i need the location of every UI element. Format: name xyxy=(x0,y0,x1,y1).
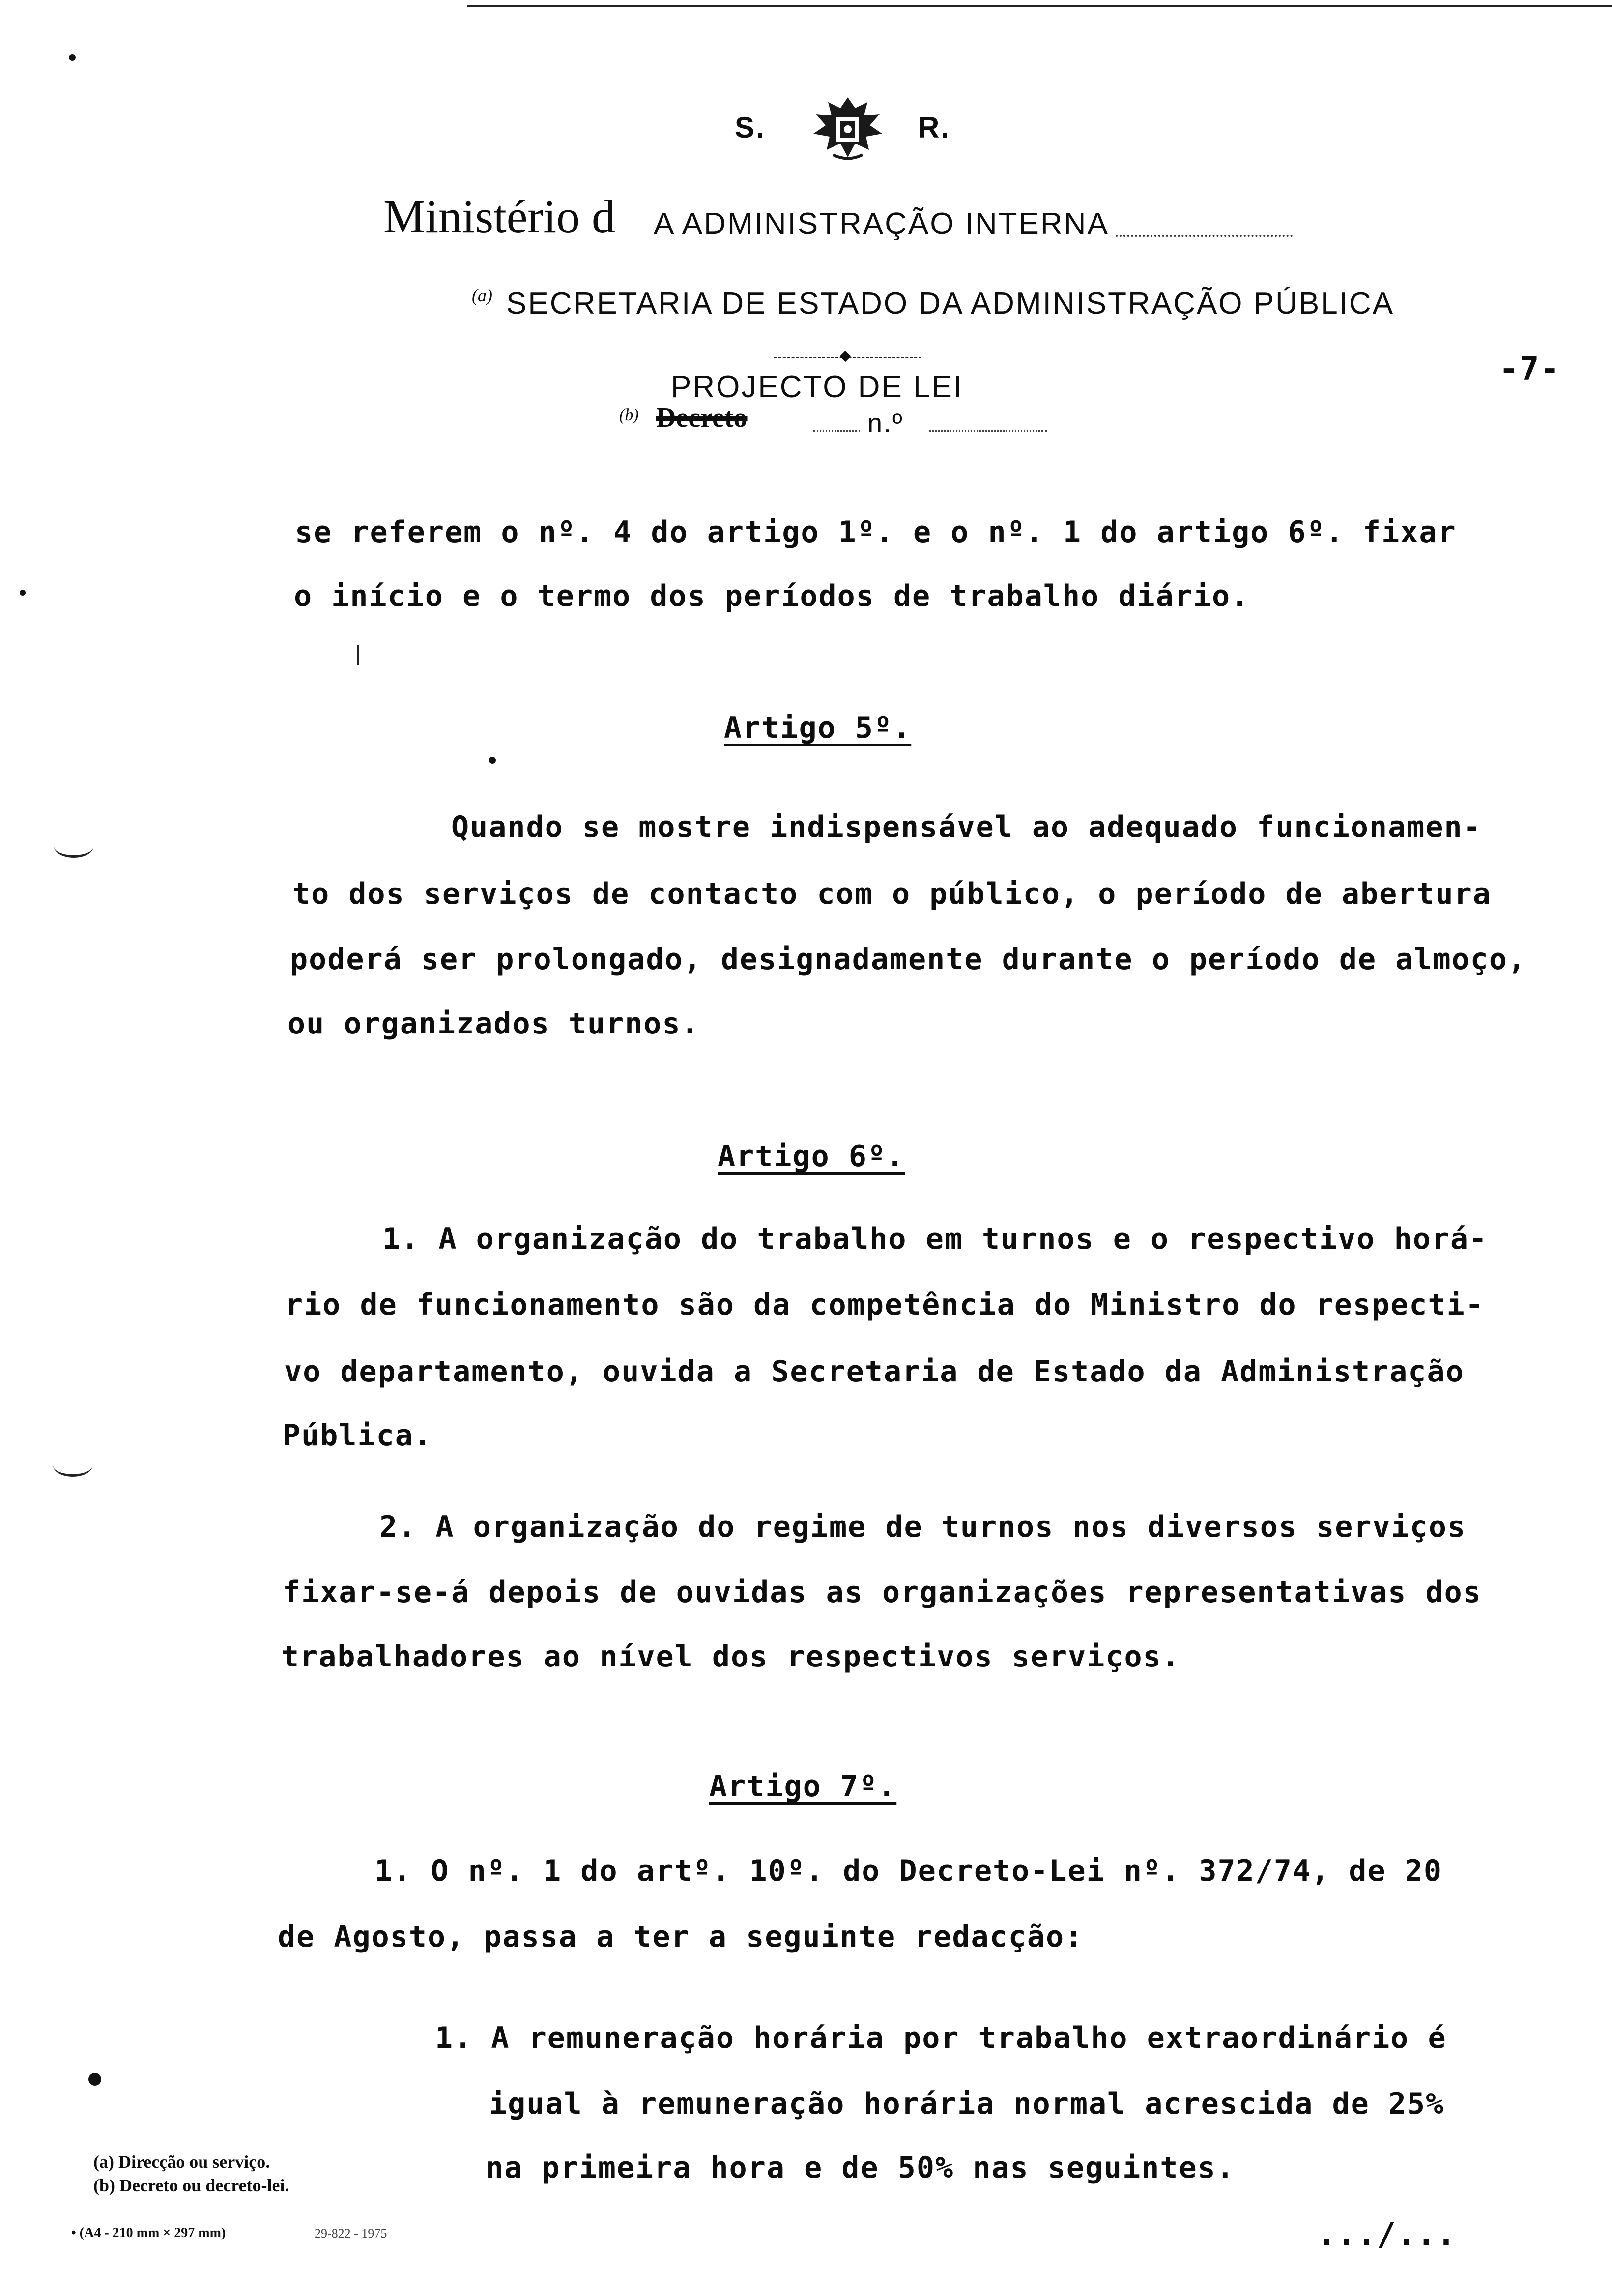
article-6-p2-line-2: fixar-se-á depois de ouvidas as organizações representativas dos xyxy=(283,1575,1482,1609)
article-7-quote-line-2: igual à remuneração horária normal acrescida de 25% xyxy=(489,2087,1445,2121)
ministry-name: A ADMINISTRAÇÃO INTERNA xyxy=(654,207,1109,241)
scan-speck xyxy=(69,54,76,61)
footnote-a: (a) Direcção ou serviço. xyxy=(93,2152,270,2172)
secretaria-name: SECRETARIA DE ESTADO DA ADMINISTRAÇÃO PÚBLICA xyxy=(506,287,1395,320)
article-6-p1-line-3: vo departamento, ouvida a Secretaria de Estado da Administração xyxy=(284,1354,1465,1389)
article-6-heading: Artigo 6º. xyxy=(718,1139,905,1174)
footnote-b: (b) Decreto ou decreto-lei. xyxy=(93,2176,289,2195)
scan-speck xyxy=(88,2073,101,2086)
binder-hole-mark xyxy=(54,835,93,858)
article-5-line-2: to dos serviços de contacto com o público, o período de abertura xyxy=(292,877,1492,911)
article-6-p1-line-2: rio de funcionamento são da competência do Ministro do respecti- xyxy=(285,1288,1484,1322)
article-5-line-1: Quando se mostre indispensável ao adequado funcionamen- xyxy=(451,810,1482,844)
stray-tick xyxy=(357,645,359,665)
article-6-p2-line-1: 2. A organização do regime de turnos nos diversos serviços xyxy=(379,1510,1467,1544)
s-letter: S. xyxy=(735,111,766,144)
page-number: -7- xyxy=(1499,350,1561,388)
decree-struck-word: Decreto xyxy=(656,402,748,433)
top-edge-line xyxy=(467,5,1612,7)
article-7-p1-line-2: de Agosto, passa a ter a seguinte redacção: xyxy=(278,1920,1084,1954)
article-7-quote-line-1: 1. A remuneração horária por trabalho extraordinário é xyxy=(435,2021,1447,2055)
article-7-heading: Artigo 7º. xyxy=(709,1769,897,1804)
intro-line-1: se referem o nº. 4 do artigo 1º. e o nº. 1 do artigo 6º. fixar xyxy=(295,515,1457,549)
secretaria-note-mark: (a) xyxy=(472,286,492,305)
r-letter: R. xyxy=(918,111,950,144)
ministerio-label: Ministério d xyxy=(383,190,615,243)
decree-fill-dots-1 xyxy=(813,430,860,432)
article-5-heading: Artigo 5º. xyxy=(724,711,912,745)
article-6-p1-line-4: Pública. xyxy=(283,1418,432,1453)
article-7-quote-line-3: na primeira hora e de 50% nas seguintes. xyxy=(486,2151,1235,2185)
decree-note-mark: (b) xyxy=(619,406,639,424)
article-5-line-4: ou organizados turnos. xyxy=(288,1006,700,1041)
scan-speck xyxy=(489,757,496,764)
print-reference: 29-822 - 1975 xyxy=(315,2226,387,2240)
article-6-p1-line-1: 1. A organização do trabalho em turnos e o respectivo horá- xyxy=(382,1222,1488,1256)
scan-speck xyxy=(20,590,26,596)
decree-fill-dots-2 xyxy=(929,430,1047,432)
form-size-code: • (A4 - 210 mm × 297 mm) xyxy=(71,2225,226,2240)
article-7-p1-line-1: 1. O nº. 1 do artº. 10º. do Decreto-Lei nº. 372/74, de 20 xyxy=(374,1854,1443,1888)
intro-line-2: o início e o termo dos períodos de trabalho diário. xyxy=(294,579,1250,613)
coat-of-arms-icon xyxy=(806,93,890,162)
projecto-title: PROJECTO DE LEI xyxy=(671,370,964,404)
article-5-line-3: poderá ser prolongado, designadamente durante o período de almoço, xyxy=(290,942,1527,976)
continuation-mark: .../... xyxy=(1317,2216,1457,2253)
binder-hole-mark xyxy=(53,1455,92,1477)
decree-number-label: n.º xyxy=(867,408,904,438)
diamond-icon xyxy=(840,351,851,362)
article-6-p2-line-3: trabalhadores ao nível dos respectivos serviços. xyxy=(281,1639,1180,1674)
ministry-fill-dots xyxy=(1116,235,1293,237)
